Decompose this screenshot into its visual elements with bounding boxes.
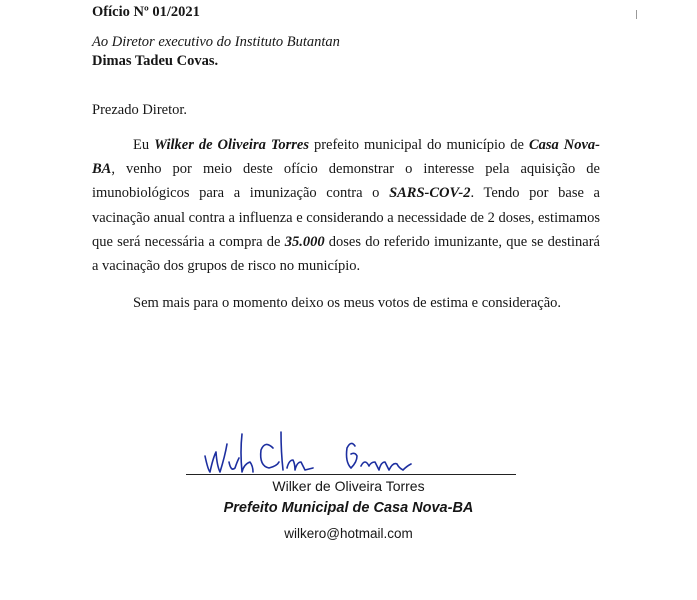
body-text-3: , venho por meio deste ofício demonstrar o interesse pela aquisição de imunobiológicos para a imunização contra o <box>92 161 600 202</box>
handwritten-signature <box>195 422 425 482</box>
scan-mark <box>636 10 637 19</box>
closing-line: Sem mais para o momento deixo os meus votos de estima e consideração. <box>133 295 562 311</box>
document-reference: Ofício Nº 01/2021 <box>92 4 200 20</box>
body-text-2: prefeito municipal do município de <box>308 137 529 153</box>
dose-count: 35.000 <box>284 233 325 250</box>
signer-title: Prefeito Municipal de Casa Nova-BA <box>223 500 474 516</box>
signer-name: Wilker de Oliveira Torres <box>272 478 425 494</box>
body-text-5: doses do referido imunizante, que se destinará a vacinação dos grupos de risco no município. <box>92 233 600 275</box>
recipient-name: Dimas Tadeu Covas. <box>92 53 219 69</box>
sender-name: Wilker de Oliveira Torres <box>154 137 309 153</box>
body-text-4: . Tendo por base a vacinação anual contra a influenza e considerando a necessidade de 2 doses, estimamos que será necessária a compra de <box>92 185 600 250</box>
body-paragraph <box>92 133 600 278</box>
city-name: Casa Nova-BA <box>92 137 601 178</box>
recipient-title: Ao Diretor executivo do Instituto Butantan <box>92 34 340 50</box>
body-text-1: Eu <box>133 137 155 153</box>
signer-email: wilkero@hotmail.com <box>284 526 413 541</box>
signature-line <box>186 474 516 475</box>
virus-name: SARS-COV-2 <box>389 185 471 202</box>
greeting: Prezado Diretor. <box>92 102 188 118</box>
